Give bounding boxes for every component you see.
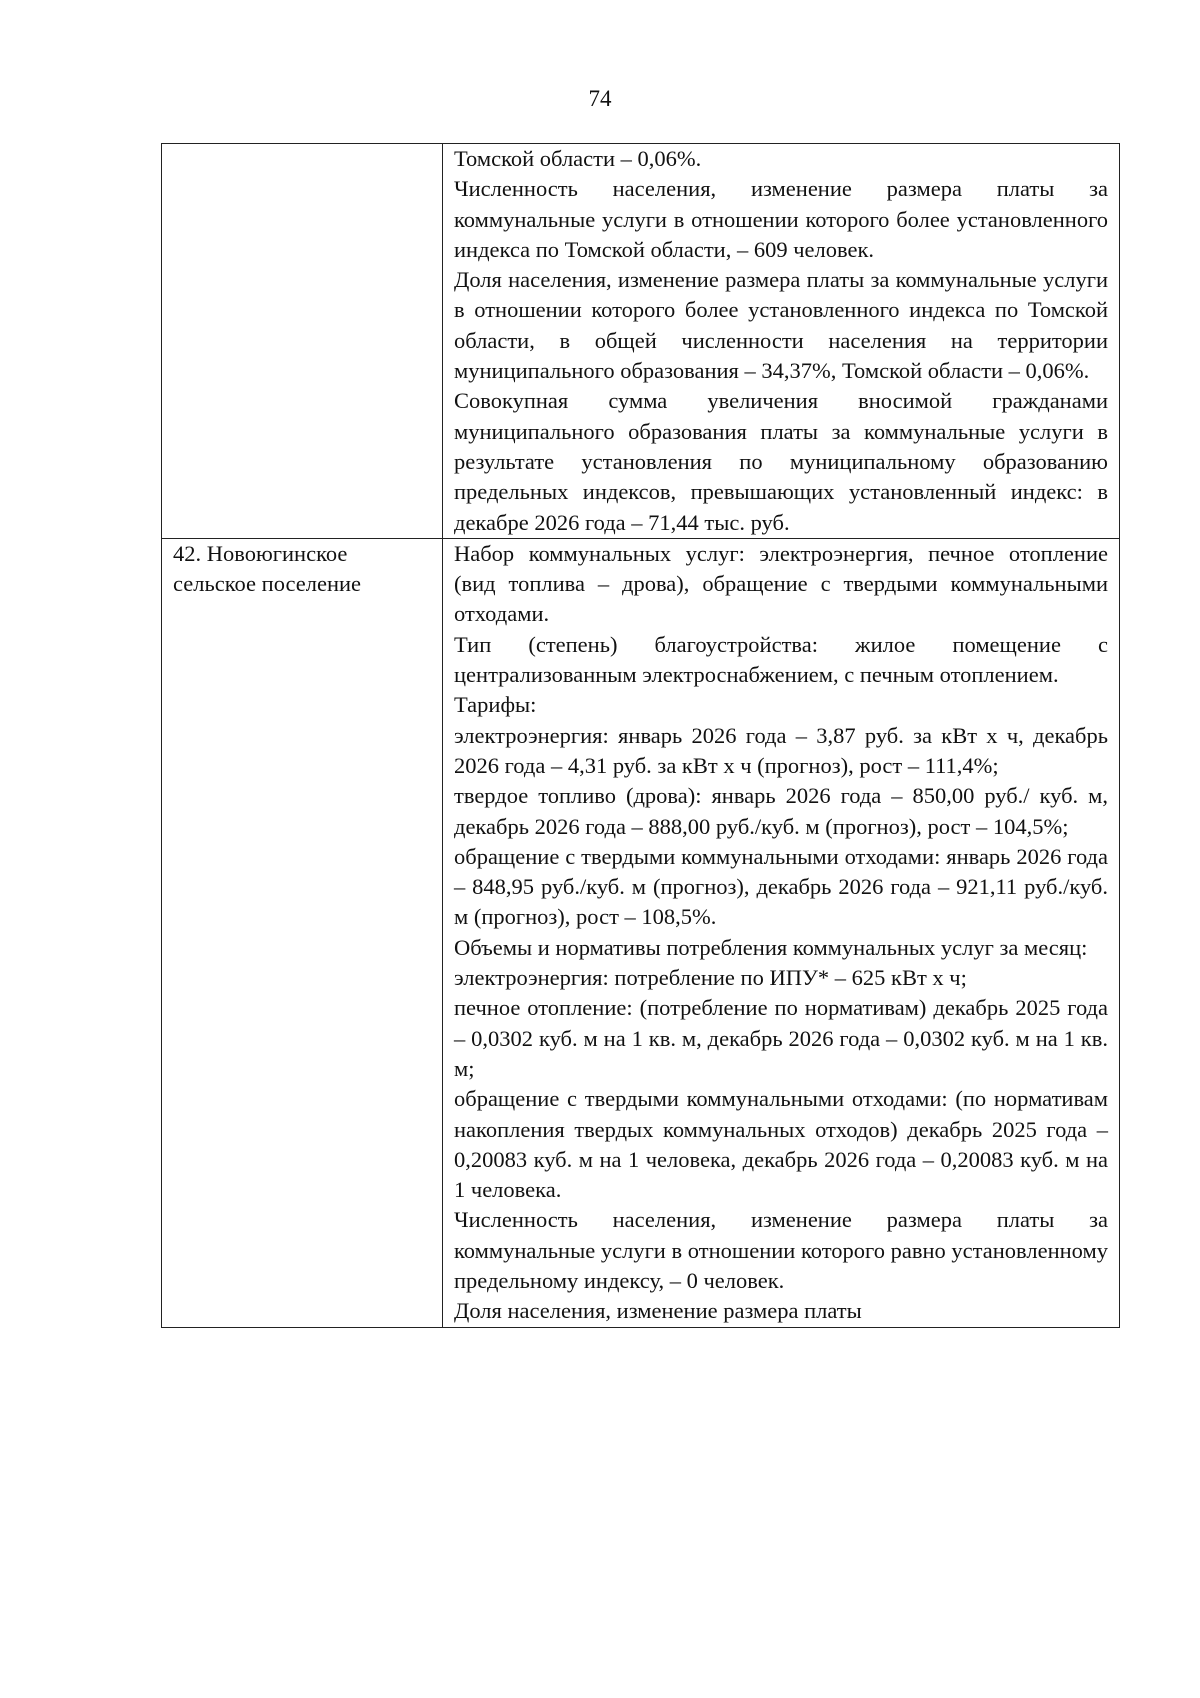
table-body (162, 144, 1120, 1328)
municipality-cell: 42. Новоюгинское сельское поселение (162, 538, 443, 1327)
paragraph: Численность населения, изменение размера платы за коммунальные услуги в отношении которого равно установленному предельному индексу, – 0 человек. (454, 1207, 1108, 1293)
page-number: 74 (588, 86, 612, 111)
paragraph: Тарифы: (454, 692, 537, 718)
description-cell (443, 538, 1120, 1327)
paragraph: обращение с твердыми коммунальными отходами: январь 2026 года – 848,95 руб./куб. м (прогноз), декабрь 2026 года – 921,11 руб./куб. м (прогноз), рост – 108,5%. (454, 843, 1108, 930)
indices-table (161, 143, 1120, 1328)
paragraph: Тип (степень) благоустройства: жилое помещение с централизованным электроснабжением, с печным отоплением. (454, 631, 1108, 688)
paragraph: Численность населения, изменение размера платы за коммунальные услуги в отношении которого более установленного индекса по Томской области, – 609 человек. (454, 176, 1108, 262)
paragraph: Набор коммунальных услуг: электроэнергия, печное отопление (вид топлива – дрова), обращение с твердыми коммунальными отходами. (454, 540, 1108, 627)
paragraph: Томской области – 0,06%. (454, 146, 702, 171)
paragraph: печное отопление: (потребление по нормативам) декабрь 2025 года – 0,0302 куб. м на 1 кв. м, декабрь 2026 года – 0,0302 куб. м на 1 кв. м; (454, 995, 1108, 1081)
paragraph: электроэнергия: январь 2026 года – 3,87 руб. за кВт х ч, декабрь 2026 года – 4,31 руб. за кВт х ч (прогноз), рост – 111,4%; (454, 722, 1108, 778)
paragraph: обращение с твердыми коммунальными отходами: (по нормативам накопления твердых коммунальных отходов) декабрь 2025 года – 0,20083 куб. м на 1 человека, декабрь 2026 года – 0,20083 куб. м на 1 человека. (454, 1086, 1108, 1203)
paragraph: электроэнергия: потребление по ИПУ* – 625 кВт х ч; (454, 965, 967, 991)
table-row (162, 144, 1120, 539)
description-cell (443, 144, 1120, 539)
paragraph: твердое топливо (дрова): январь 2026 года – 850,00 руб./ куб. м, декабрь 2026 года – 888,00 руб./куб. м (прогноз), рост – 104,5%; (454, 783, 1108, 839)
table-row (162, 538, 1120, 1327)
paragraph: Доля населения, изменение размера платы (454, 1298, 862, 1324)
paragraph: Доля населения, изменение размера платы за коммунальные услуги в отношении которого более установленного индекса по Томской области, в общей численности населения на территории муниципального образования – 34,37%, Томской области – 0,06%. (454, 267, 1108, 384)
municipality-cell (162, 144, 443, 539)
paragraph: Совокупная сумма увеличения вносимой гражданами муниципального образования платы за коммунальные услуги в результате установления по муниципальному образованию предельных индексов, превышающих установленный индекс: в декабре 2026 года – 71,44 тыс. руб. (454, 388, 1108, 535)
paragraph: Объемы и нормативы потребления коммунальных услуг за месяц: (454, 934, 1088, 960)
